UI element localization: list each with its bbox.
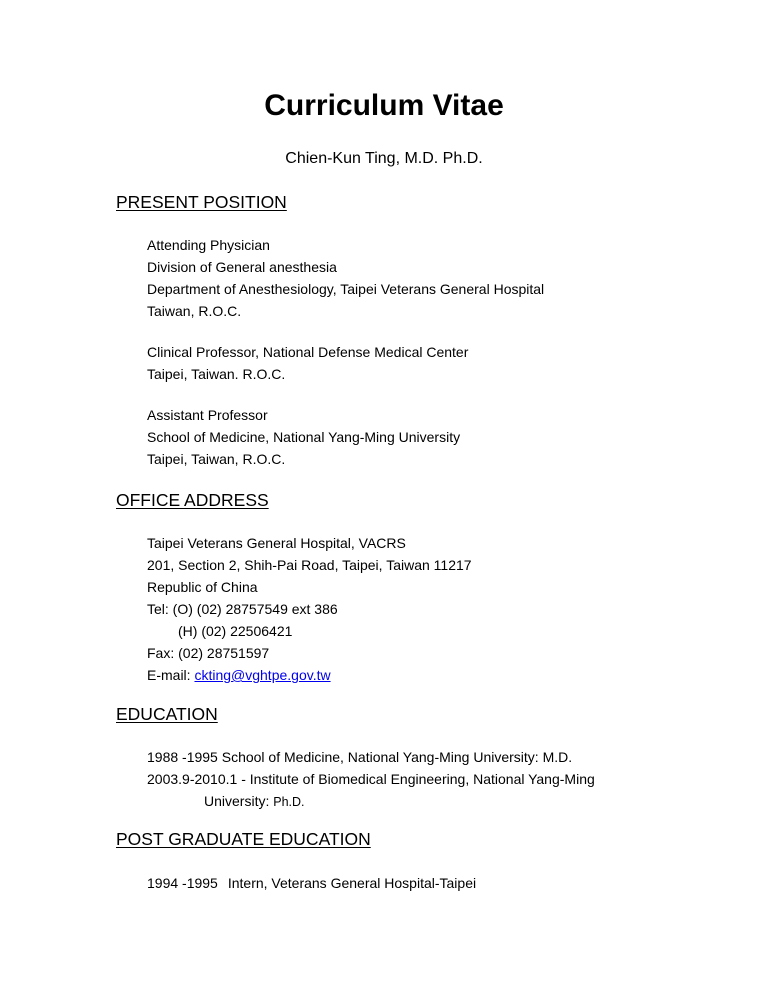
position-line: Attending Physician — [147, 237, 270, 253]
phone-home: (H) (02) 22506421 — [178, 623, 293, 639]
post-graduate-years: 1994 -1995 — [147, 875, 218, 891]
document-title: Curriculum Vitae — [264, 89, 504, 122]
email-link[interactable]: ckting@vghtpe.gov.tw — [194, 667, 331, 683]
position-line: Department of Anesthesiology, Taipei Veterans General Hospital — [147, 281, 545, 297]
education-entry: 1988 -1995 School of Medicine, National Yang-Ming University: M.D. — [147, 749, 573, 765]
education-entry: 2003.9-2010.1 - Institute of Biomedical Engineering, National Yang-Ming — [147, 771, 595, 787]
section-heading-post-graduate-education: POST GRADUATE EDUCATION — [116, 829, 371, 849]
email-line — [147, 666, 331, 684]
phone-office: Tel: (O) (02) 28757549 ext 386 — [147, 601, 338, 617]
section-heading-office-address: OFFICE ADDRESS — [116, 490, 269, 510]
email-label: E-mail: — [147, 667, 195, 683]
position-line: School of Medicine, National Yang-Ming University — [147, 429, 461, 445]
post-graduate-entry — [147, 874, 476, 892]
position-line: Division of General anesthesia — [147, 259, 337, 275]
fax-line: Fax: (02) 28751597 — [147, 645, 270, 661]
address-line: Republic of China — [147, 579, 258, 595]
position-line: Taipei, Taiwan, R.O.C. — [147, 451, 286, 467]
section-heading-present-position: PRESENT POSITION — [116, 192, 287, 212]
position-line: Taipei, Taiwan. R.O.C. — [147, 366, 286, 382]
education-university-text: University: — [204, 793, 274, 809]
post-graduate-text: Intern, Veterans General Hospital-Taipei — [227, 875, 477, 891]
position-line: Assistant Professor — [147, 407, 268, 423]
section-heading-education: EDUCATION — [116, 704, 218, 724]
author-name: Chien-Kun Ting, M.D. Ph.D. — [285, 150, 483, 167]
position-line: Clinical Professor, National Defense Medical Center — [147, 344, 469, 360]
position-line: Taiwan, R.O.C. — [147, 303, 242, 319]
address-line: 201, Section 2, Shih-Pai Road, Taipei, Taiwan 11217 — [147, 557, 472, 573]
education-degree: Ph.D. — [273, 795, 305, 809]
address-line: Taipei Veterans General Hospital, VACRS — [147, 535, 406, 551]
education-entry-continuation — [204, 792, 305, 811]
